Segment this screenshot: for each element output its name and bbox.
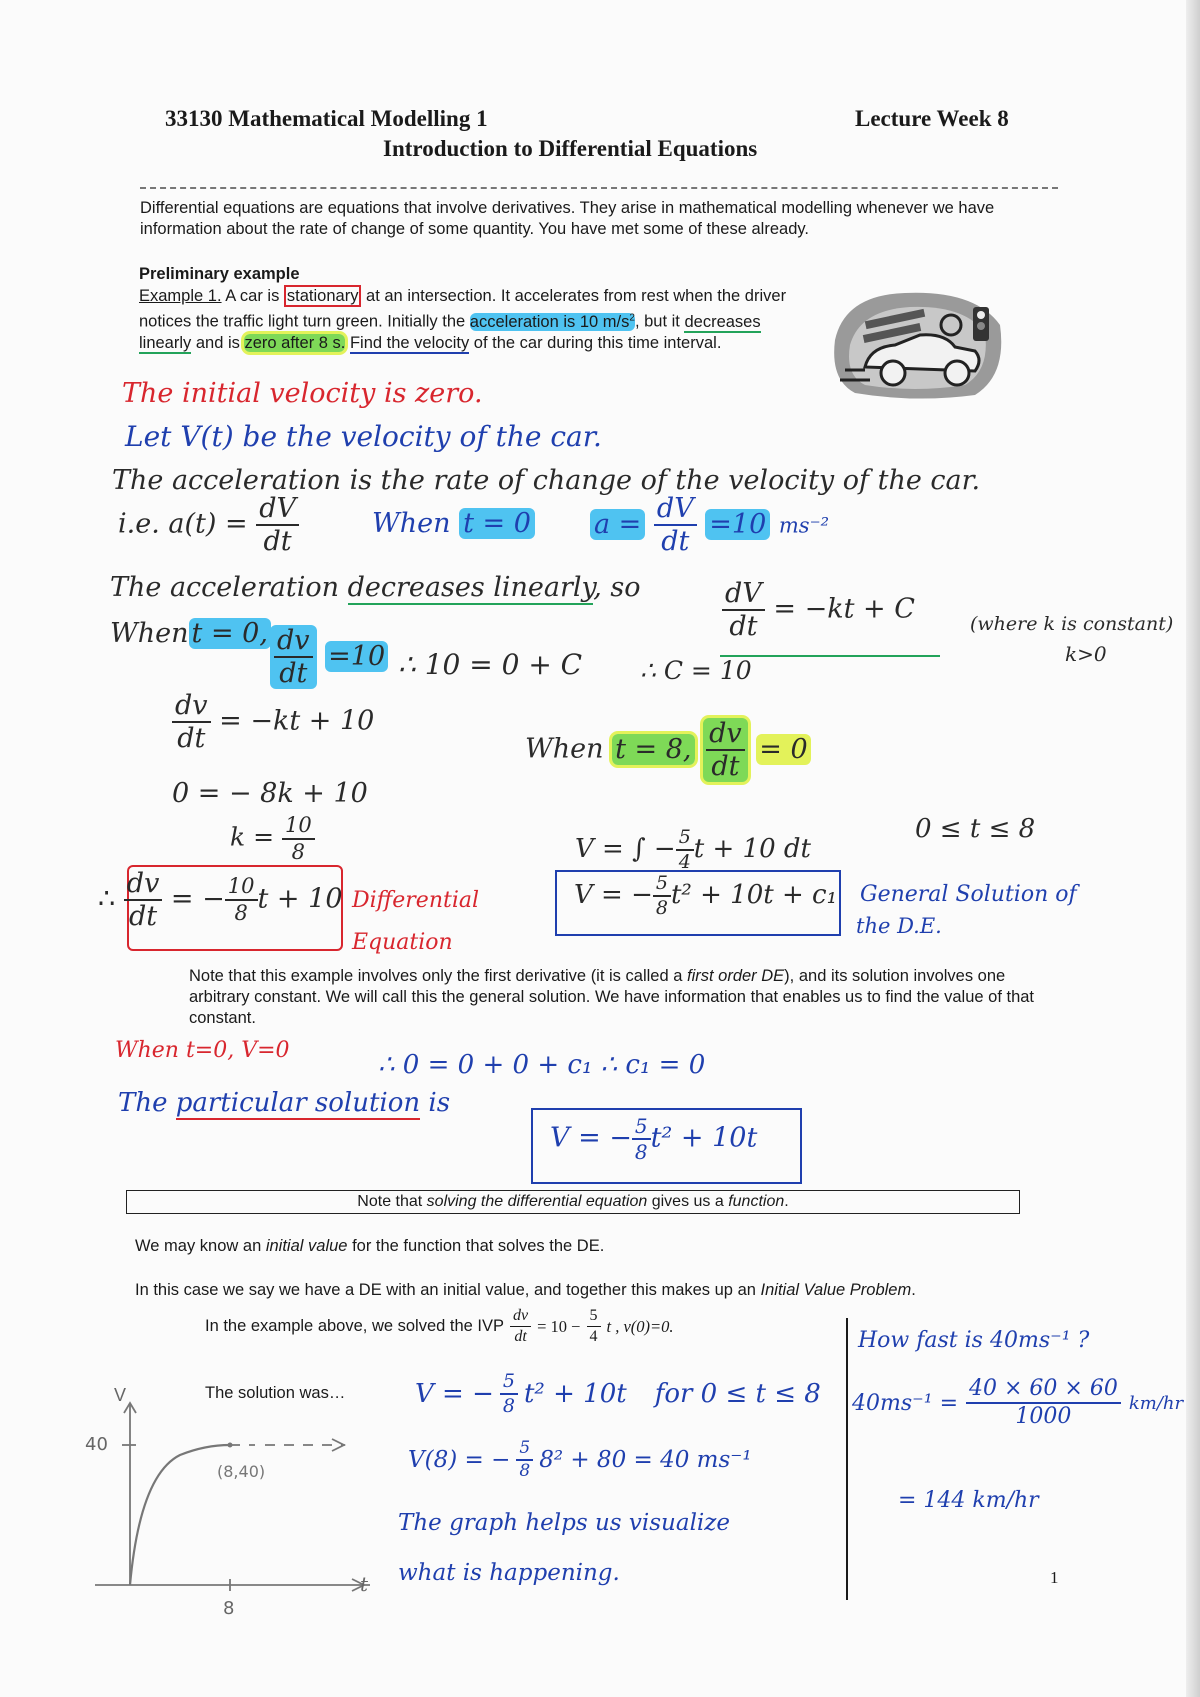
hand-solution	[415, 1372, 821, 1416]
ex-text-2: at an intersection. It accelerates from rest when the driver notices the traffic light turn green. Initially the	[139, 287, 787, 331]
ivp-lead: In the example above, we solved the IVP	[205, 1317, 505, 1335]
graph-8-label: 8	[223, 1598, 235, 1619]
frac-den: dt	[661, 526, 690, 557]
graph-point-label: (8,40)	[217, 1462, 266, 1481]
hand-range: 0 ≤ t ≤ 8	[915, 814, 1036, 844]
hand-ps	[550, 1116, 757, 1162]
iv1-a: We may know an	[135, 1237, 266, 1255]
hand-ms2: ms⁻²	[778, 513, 830, 538]
frac-den: 8	[519, 1461, 531, 1481]
frac-den: 8	[634, 1140, 648, 1164]
frac-den: 8	[234, 901, 248, 925]
frac-den: 8	[291, 840, 306, 864]
hand-k-pos: k>0	[1065, 642, 1107, 666]
frac-den: 8	[502, 1395, 515, 1417]
dvdt-frac-1	[256, 495, 299, 555]
hand-when-t8	[525, 718, 811, 782]
prelim-heading: Preliminary example	[139, 265, 300, 283]
dvdt-frac-7	[124, 870, 163, 930]
hand-iv-therefore: ∴ 0 = 0 + 0 + c₁ ∴ c₁ = 0	[378, 1050, 706, 1080]
hand-decreases: decreases linearly	[347, 572, 594, 603]
solution-was: The solution was…	[205, 1384, 346, 1402]
lecture-week: Lecture Week 8	[855, 106, 1009, 131]
frac-den: dt	[711, 751, 740, 782]
ivp-text	[135, 1280, 916, 1301]
frac-den: dt	[128, 901, 158, 932]
dvdt-frac-3	[722, 580, 765, 640]
header-divider	[140, 187, 1058, 189]
hand-line-at	[118, 495, 299, 555]
de-frac	[225, 876, 258, 924]
frac-num: 5	[676, 828, 694, 851]
frac-den: 8	[655, 897, 668, 919]
frac-num: dV	[256, 495, 299, 526]
hand-accel-text: The acceleration	[110, 572, 340, 603]
frac-num: 5	[632, 1116, 651, 1140]
hand-k-label: k =	[230, 822, 275, 852]
hand-ps-right: t² + 10t	[650, 1122, 758, 1154]
hand-ps-text	[118, 1088, 450, 1118]
frac-num: 5	[500, 1372, 518, 1395]
hand-dvdt-10	[270, 625, 388, 689]
course-title: 33130 Mathematical Modelling 1	[165, 106, 488, 131]
boxnote-em1: solving the differential equation	[426, 1193, 648, 1210]
ivp-tail: t , v(0)=0.	[606, 1317, 674, 1336]
zero-highlight: zero after 8 s.	[244, 333, 346, 352]
ex-text-1: A car is	[221, 287, 284, 305]
hand-conv-left: 40ms⁻¹ =	[852, 1390, 959, 1416]
hand-so: , so	[593, 572, 641, 603]
graph-t-label: t	[360, 1572, 369, 1596]
frac-num: 10	[225, 876, 258, 901]
ex-text-6: of the car during this time interval.	[469, 333, 722, 352]
frac-num: dV	[722, 580, 765, 611]
acceleration-highlight	[470, 313, 635, 331]
ivp-equation	[205, 1308, 674, 1345]
hand-graph-helps-1: The graph helps us visualize	[398, 1510, 731, 1536]
boxed-note	[126, 1190, 1020, 1214]
hand-a-eq	[590, 495, 829, 555]
ex-text-4: and is	[191, 333, 245, 352]
boxnote-c: .	[784, 1193, 789, 1210]
iv1-b: for the function that solves the DE.	[347, 1237, 605, 1255]
hand-let-v: Let V(t) be the velocity of the car.	[125, 420, 602, 453]
dvdt-frac-6	[703, 718, 748, 782]
hand-ps-a: The	[118, 1088, 168, 1118]
frac-den: dt	[514, 1328, 527, 1345]
scan-edge	[1186, 0, 1200, 1697]
hand-when-t0-b	[110, 618, 271, 649]
hand-question: How fast is 40ms⁻¹ ?	[858, 1328, 1090, 1353]
note1-b: ), and its solution involves one arbitrary constant. We will call this the general solution. We have information that enables us to find the value of that constant.	[189, 967, 1035, 1027]
hl-t8: t = 8,	[612, 734, 694, 765]
frac-den: 4	[678, 851, 691, 873]
hand-therefore-1: ∴ 10 = 0 + C	[398, 648, 583, 681]
hand-iv: When t=0, V=0	[115, 1038, 290, 1063]
frac-num: dV	[654, 495, 697, 526]
frac-num: 5	[587, 1308, 601, 1327]
find-velocity-underline: Find the velocity	[349, 333, 470, 352]
hand-zero-eq: 0 = − 8k + 10	[172, 778, 368, 809]
hl-t-eq-0: t = 0	[459, 508, 535, 539]
hand-when: When	[110, 618, 189, 649]
hand-sol-right: t² + 10t	[523, 1379, 627, 1409]
frac-num: dv	[172, 692, 211, 723]
hand-v-integral	[575, 828, 811, 872]
de-label: Differential Equation	[352, 888, 480, 955]
hand-dvdt-kt10	[172, 692, 374, 752]
hl-a-eq: a =	[590, 509, 645, 540]
hand-int-b: t + 10 dt	[693, 834, 811, 864]
ivp-frac-dvdt	[510, 1308, 531, 1345]
frac-den: dt	[729, 611, 758, 642]
decreases-underline: decreases linearly	[139, 312, 761, 352]
therefore-dots: ∴	[98, 883, 116, 915]
hand-eq-kt: = −kt + C	[773, 593, 915, 625]
hand-ie: i.e. a(t) =	[118, 508, 248, 540]
k-frac	[282, 815, 315, 863]
boxnote-em2: function	[728, 1193, 785, 1210]
hand-conv-result: = 144 km/hr	[898, 1488, 1039, 1513]
hand-where-k: (where k is constant)	[970, 613, 1174, 635]
dvdt-frac-2	[654, 495, 697, 555]
iv1-em: initial value	[265, 1237, 348, 1255]
frac-num: 5	[653, 874, 671, 897]
page-title: Introduction to Differential Equations	[383, 136, 758, 161]
accel-sup: 2	[629, 312, 635, 323]
stationary-highlight: stationary	[284, 285, 362, 307]
hand-graph-helps-2: what is happening.	[398, 1560, 620, 1586]
boxnote-b: gives us a	[647, 1193, 729, 1210]
hand-v8	[408, 1440, 752, 1480]
hand-v8-right: 8² + 80 = 40 ms⁻¹	[539, 1447, 752, 1473]
hl-eq-10: =10	[705, 509, 770, 540]
hand-ps-c: is	[428, 1088, 451, 1118]
example-1-text	[139, 286, 804, 354]
frac-num: 10	[282, 815, 315, 840]
sol-frac	[500, 1372, 518, 1416]
green-underline	[720, 655, 940, 657]
accel-text: acceleration is 10 m/s	[469, 312, 630, 331]
hand-initial-velocity: The initial velocity is zero.	[122, 378, 483, 409]
int-frac	[676, 828, 694, 872]
frac-den: dt	[177, 723, 206, 754]
hand-when: When	[372, 508, 451, 539]
graph-point	[228, 1443, 233, 1448]
graph-40-label: 40	[85, 1434, 108, 1455]
frac-num: dv	[274, 627, 313, 658]
dvdt-frac-4	[270, 625, 317, 689]
hand-gs-right: t² + 10t + c₁	[670, 880, 838, 910]
page-number: 1	[1050, 1568, 1059, 1587]
hand-int-a: V = ∫ −	[575, 834, 676, 864]
hand-conversion	[852, 1378, 1183, 1428]
hand-k-eq	[230, 815, 315, 863]
hand-de-right: t + 10	[257, 883, 343, 915]
hand-eq-kt10: = −kt + 10	[219, 705, 375, 737]
frac-den: dt	[279, 658, 308, 689]
hand-de-left: = −	[170, 883, 225, 915]
hand-de	[98, 870, 343, 930]
vertical-divider	[846, 1318, 848, 1600]
frac-den: 1000	[1015, 1404, 1072, 1429]
hand-acceleration-def: The acceleration is the rate of change of the velocity of the car.	[112, 465, 981, 496]
hand-v8-left: V(8) = −	[408, 1447, 511, 1473]
note1-em: first order DE	[686, 967, 785, 985]
hand-therefore-2: ∴ C = 10	[640, 656, 752, 685]
graph-v-label: V	[114, 1385, 127, 1405]
dvdt-frac-5	[172, 692, 211, 752]
note1-a: Note that this example involves only the first derivative (it is called a	[189, 967, 687, 985]
frac-den: 4	[589, 1328, 598, 1345]
frac-num: 5	[516, 1440, 533, 1461]
hand-decreasing	[110, 572, 641, 603]
iv2-em: Initial Value Problem	[760, 1281, 912, 1299]
hand-ps-b: particular solution	[175, 1088, 421, 1118]
car-clipart	[825, 285, 1010, 403]
hand-when: When	[525, 733, 604, 765]
initial-value-text	[135, 1236, 604, 1257]
hl-t0: t = 0,	[189, 618, 271, 649]
hl-eq10: =10	[325, 641, 388, 672]
ivp-mid: = 10 −	[537, 1317, 581, 1336]
hand-sol-left: V = −	[415, 1379, 494, 1409]
frac-num: dv	[124, 870, 163, 901]
hand-ps-left: V = −	[550, 1122, 632, 1154]
boxnote-a: Note that	[357, 1193, 427, 1210]
frac-num: dv	[706, 720, 745, 751]
iv2-a: In this case we say we have a DE with an initial value, and together this makes up an	[135, 1281, 761, 1299]
conv-frac	[966, 1378, 1121, 1428]
hand-sol-for: for 0 ≤ t ≤ 8	[654, 1379, 821, 1409]
velocity-sketch	[70, 1395, 400, 1625]
gs-label-2: the D.E.	[856, 914, 942, 938]
ex-text-3: , but it	[634, 312, 685, 331]
frac-den: dt	[263, 526, 292, 557]
hand-dvdt-kt-c	[722, 580, 915, 640]
gs-label-1: General Solution of	[860, 882, 1077, 907]
hl-eq0: = 0	[756, 734, 810, 765]
note-first-order	[189, 966, 1069, 1029]
example-label: Example 1.	[139, 287, 222, 305]
intro-paragraph: Differential equations are equations that involve derivatives. They arise in mathematical modelling whenever we have information about the rate of change of some quantity. You have met some of these already.	[140, 199, 995, 238]
ps-frac	[632, 1116, 651, 1162]
hand-gs	[574, 874, 837, 918]
iv2-b: .	[911, 1281, 916, 1299]
frac-num: dv	[510, 1308, 531, 1327]
gs-frac	[653, 874, 671, 918]
hand-gs-left: V = −	[574, 880, 653, 910]
frac-num: 40 × 60 × 60	[966, 1378, 1121, 1404]
v8-frac	[516, 1440, 533, 1480]
hand-conv-unit: km/hr	[1128, 1392, 1184, 1414]
ivp-frac-54	[587, 1308, 601, 1345]
hand-when-t0-a	[372, 508, 535, 539]
